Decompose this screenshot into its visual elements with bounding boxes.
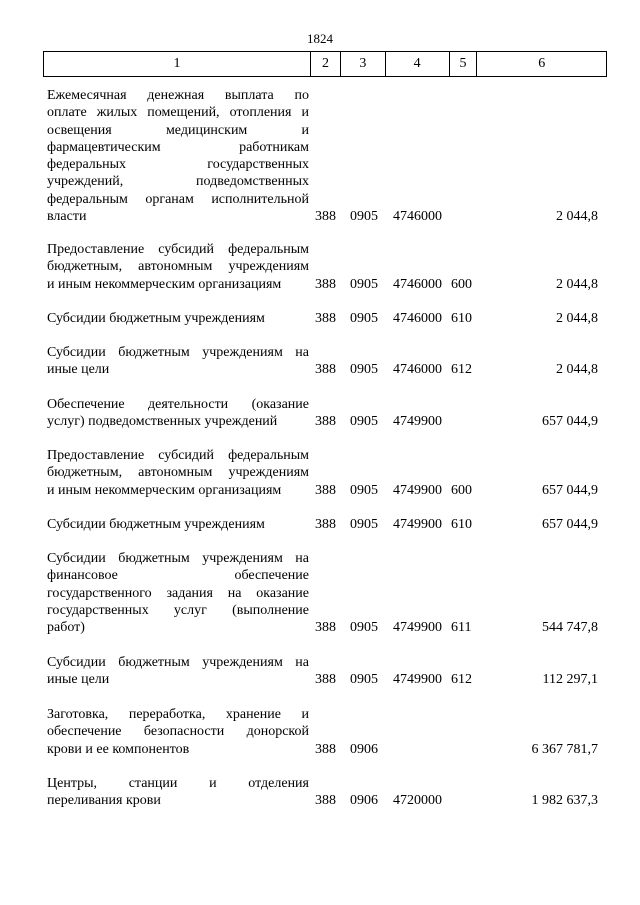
cell-amount: 657 044,9 [542, 414, 598, 430]
cell-target-item: 4746000 [393, 276, 442, 292]
header-col-5: 5 [450, 52, 478, 76]
description-line: бюджетным, автономным учреждениям [47, 259, 309, 275]
cell-section: 0905 [350, 672, 378, 688]
table-row [0, 396, 640, 431]
table-row [0, 654, 640, 689]
description-line: Субсидии бюджетным учреждениям на [47, 345, 309, 360]
description-line: власти [47, 209, 87, 225]
cell-target-item: 4749900 [393, 414, 442, 430]
description-line: крови и ее компонентов [47, 741, 190, 757]
cell-expense-type: 612 [451, 672, 472, 688]
description-line: Обеспечение деятельности (оказание [47, 397, 309, 412]
cell-amount: 2 044,8 [556, 362, 598, 378]
row-description [47, 447, 309, 499]
description-line: фармацевтическим работникам [47, 139, 309, 155]
description-line: Предоставление субсидий федеральным [47, 242, 309, 257]
cell-amount: 112 297,1 [542, 672, 598, 688]
cell-amount: 2 044,8 [556, 209, 598, 225]
description-line: Ежемесячная денежная выплата по [47, 88, 309, 103]
description-line: федеральных государственных [47, 157, 309, 173]
row-description [47, 310, 309, 327]
cell-amount: 6 367 781,7 [531, 741, 598, 757]
description-line: учреждений, подведомственных [47, 174, 309, 190]
description-line: Центры, станции и отделения [47, 776, 309, 791]
cell-target-item: 4749900 [393, 482, 442, 498]
cell-expense-type: 611 [451, 620, 472, 636]
row-description [47, 344, 309, 379]
cell-amount: 544 747,8 [542, 620, 598, 636]
cell-section: 0905 [350, 209, 378, 225]
table-header [43, 51, 607, 77]
page-number: 1824 [307, 31, 333, 46]
cell-chapter: 388 [315, 517, 336, 532]
description-line: Предоставление субсидий федеральным [47, 448, 309, 463]
cell-section: 0905 [350, 482, 378, 498]
description-line: и иным некоммерческим организациям [47, 482, 282, 498]
table-row [0, 516, 640, 533]
table-row [0, 87, 640, 225]
cell-section: 0905 [350, 414, 378, 430]
cell-target-item: 4749900 [393, 517, 442, 532]
description-line: Субсидии бюджетным учреждениям [47, 311, 265, 326]
row-description [47, 87, 309, 225]
description-line: государственного задания на оказание [47, 585, 309, 601]
description-line: иные цели [47, 362, 110, 378]
cell-target-item: 4749900 [393, 672, 442, 688]
row-description [47, 706, 309, 758]
header-col-1: 1 [44, 52, 311, 76]
cell-chapter: 388 [315, 793, 336, 809]
cell-expense-type: 600 [451, 276, 472, 292]
cell-amount: 657 044,9 [542, 517, 598, 532]
header-col-3: 3 [341, 52, 386, 76]
row-description [47, 396, 309, 431]
description-line: Субсидии бюджетным учреждениям [47, 517, 265, 532]
cell-target-item: 4749900 [393, 620, 442, 636]
cell-chapter: 388 [315, 482, 336, 498]
row-description [47, 550, 309, 636]
cell-target-item: 4746000 [393, 362, 442, 378]
cell-chapter: 388 [315, 362, 336, 378]
cell-chapter: 388 [315, 620, 336, 636]
cell-chapter: 388 [315, 672, 336, 688]
cell-chapter: 388 [315, 209, 336, 225]
cell-chapter: 388 [315, 741, 336, 757]
description-line: работ) [47, 620, 85, 636]
cell-expense-type: 610 [451, 517, 472, 532]
cell-target-item: 4720000 [393, 793, 442, 809]
cell-section: 0905 [350, 311, 378, 326]
cell-amount: 2 044,8 [556, 276, 598, 292]
description-line: обеспечение безопасности донорской [47, 724, 309, 740]
header-col-2: 2 [311, 52, 341, 76]
row-description [47, 775, 309, 810]
cell-amount: 1 982 637,3 [531, 793, 598, 809]
cell-target-item: 4746000 [393, 209, 442, 225]
description-line: и иным некоммерческим организациям [47, 276, 282, 292]
cell-section: 0905 [350, 362, 378, 378]
cell-section: 0905 [350, 517, 378, 532]
description-line: освещения медицинским и [47, 122, 309, 138]
description-line: государственных услуг (выполнение [47, 602, 309, 618]
cell-amount: 2 044,8 [556, 311, 598, 326]
table-row [0, 310, 640, 327]
description-line: услуг) подведомственных учреждений [47, 414, 278, 430]
cell-chapter: 388 [315, 414, 336, 430]
table-row [0, 706, 640, 758]
cell-section: 0905 [350, 620, 378, 636]
table-row [0, 775, 640, 810]
description-line: Субсидии бюджетным учреждениям на [47, 655, 309, 670]
cell-chapter: 388 [315, 276, 336, 292]
description-line: Субсидии бюджетным учреждениям на [47, 551, 309, 566]
table-row [0, 344, 640, 379]
row-description [47, 654, 309, 689]
description-line: переливания крови [47, 793, 161, 809]
description-line: иные цели [47, 672, 110, 688]
header-col-4: 4 [386, 52, 450, 76]
description-line: финансовое обеспечение [47, 568, 309, 584]
cell-section: 0906 [350, 793, 378, 809]
description-line: Заготовка, переработка, хранение и [47, 707, 309, 722]
row-description [47, 516, 309, 533]
cell-target-item: 4746000 [393, 311, 442, 326]
cell-expense-type: 612 [451, 362, 472, 378]
description-line: бюджетным, автономным учреждениям [47, 465, 309, 481]
header-col-6: 6 [538, 56, 546, 71]
row-description [47, 241, 309, 293]
cell-chapter: 388 [315, 311, 336, 326]
table-row [0, 550, 640, 637]
cell-section: 0905 [350, 276, 378, 292]
table-row [0, 241, 640, 293]
cell-expense-type: 600 [451, 482, 472, 498]
cell-expense-type: 610 [451, 311, 472, 326]
table-row [0, 447, 640, 499]
cell-amount: 657 044,9 [542, 482, 598, 498]
cell-section: 0906 [350, 741, 378, 757]
description-line: оплате жилых помещений, отопления и [47, 105, 309, 121]
description-line: федеральным органам исполнительной [47, 191, 309, 207]
